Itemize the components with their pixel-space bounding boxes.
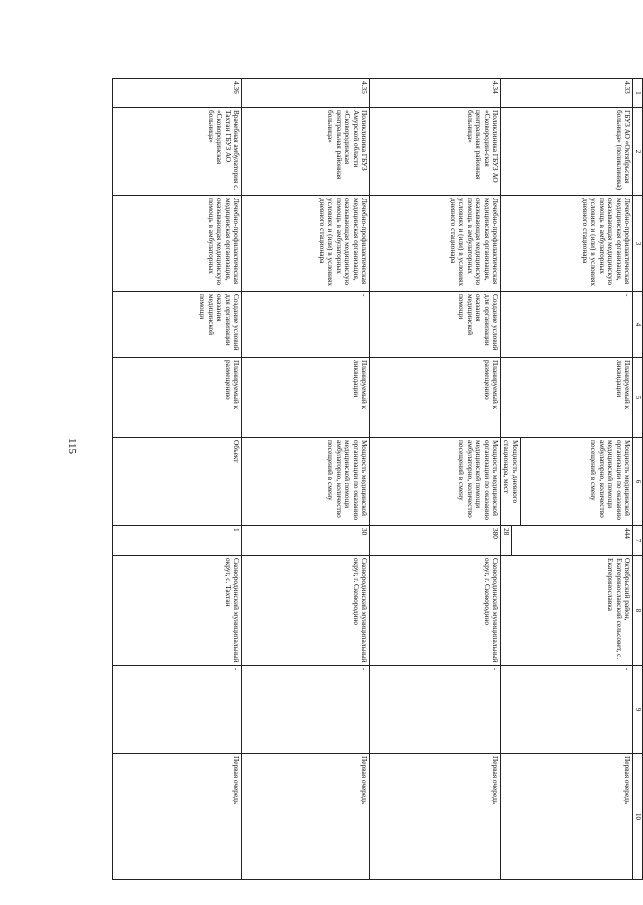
value-capacity: 444 [623, 528, 632, 539]
col-header: 3 [633, 196, 643, 292]
col-header: 5 [633, 358, 643, 438]
table-row [370, 79, 501, 880]
object-zone: - [501, 666, 633, 754]
object-goal: Создание условий для организации оказания медицинской помощи [113, 292, 242, 358]
object-queue: Первая очередь [242, 754, 370, 880]
col-header: 8 [633, 556, 643, 666]
object-queue: Первая очередь [370, 754, 501, 880]
object-parameters [501, 438, 633, 526]
object-zone: - [113, 666, 242, 754]
object-name: Поликлиника ГБУЗ Амурской области «Сковородинская центральная районная больница» [242, 108, 370, 196]
value-day-hospital: 28 [501, 526, 512, 555]
row-number: 4.34 [370, 79, 501, 108]
object-goal: - [501, 292, 633, 358]
object-status: Планируемый к ликвидации [501, 358, 633, 438]
object-type: Лечебно-профилактическая медицинская организация, оказывающая медицинскую помощь в амбулаторных условиях и (или) в условиях дневного стационара [370, 196, 501, 292]
table-row [242, 79, 370, 880]
col-header: 6 [633, 438, 643, 526]
object-queue: Первая очередь [113, 754, 242, 880]
object-values: 30 [242, 526, 370, 556]
object-queue: Первая очередь [501, 754, 633, 880]
object-location: Сковородинский муниципальный округ, с. Тахтан [113, 556, 242, 666]
object-location: Сковородинский муниципальный округ, г. Сковородино [242, 556, 370, 666]
object-type: Лечебно-профилактическая медицинская организация, оказывающая медицинскую помощь в амбулаторных условиях и (или) в условиях дневного стационара [242, 196, 370, 292]
col-header: 7 [633, 526, 643, 556]
object-status: Планируемый к размещению [113, 358, 242, 438]
object-location: Сковородинский муниципальный округ, г. Сковородино [370, 556, 501, 666]
object-location: Октябрьский район, Екатеринославский сельсовет, с. Екатеринославка [501, 556, 633, 666]
object-name: Врачебная амбулатория с. Тахтан ГБУЗ АО «Сковородинская больница» [113, 108, 242, 196]
header-row [633, 79, 643, 880]
col-header: 9 [633, 666, 643, 754]
object-status: Планируемый к размещению [370, 358, 501, 438]
row-number: 4.36 [113, 79, 242, 108]
page-number: 115 [66, 437, 78, 455]
object-name: Поликлиника ГБУЗ АО «Сковородин-ская центральная районная больница» [370, 108, 501, 196]
object-values: 380 [370, 526, 501, 556]
parameter-capacity: Мощность медицинской организации по оказанию медицинской помощи амбулаторно, количество посещений в смену [589, 440, 632, 521]
object-parameters: Объект [113, 438, 242, 526]
object-type: Лечебно-профилактическая медицинская организация, оказывающая медицинскую помощь в амбулаторных условиях и (или) в условиях дневного стационара [501, 196, 633, 292]
object-status: Планируемый к ликвидации [242, 358, 370, 438]
object-values [501, 526, 633, 556]
parameter-day-hospital: Мощность дневного стационара, мест [501, 438, 521, 525]
table-row [113, 79, 242, 880]
col-header: 2 [633, 108, 643, 196]
col-header: 4 [633, 292, 643, 358]
object-parameters: Мощность медицинской организации по оказанию медицинской помощи амбулаторно, количество посещений в смену [370, 438, 501, 526]
object-goal: Создание условий для организации оказания медицинской помощи [370, 292, 501, 358]
object-table [112, 78, 643, 879]
object-name: ГБУЗ АО «Октябрьская больница» (поликлиника) [501, 108, 633, 196]
object-values: 1 [113, 526, 242, 556]
col-header: 10 [633, 754, 643, 880]
col-header: 1 [633, 79, 643, 108]
row-number: 4.35 [242, 79, 370, 108]
object-goal: - [242, 292, 370, 358]
object-type: Лечебно-профилактическая медицинская организация, оказывающая медицинскую помощь в амбулаторных [113, 196, 242, 292]
object-zone: - [242, 666, 370, 754]
object-parameters: Мощность медицинской организации по оказанию медицинской помощи амбулаторно, количество посещений в смену [242, 438, 370, 526]
table-row [501, 79, 633, 880]
object-zone: - [370, 666, 501, 754]
row-number: 4.33 [501, 79, 633, 108]
